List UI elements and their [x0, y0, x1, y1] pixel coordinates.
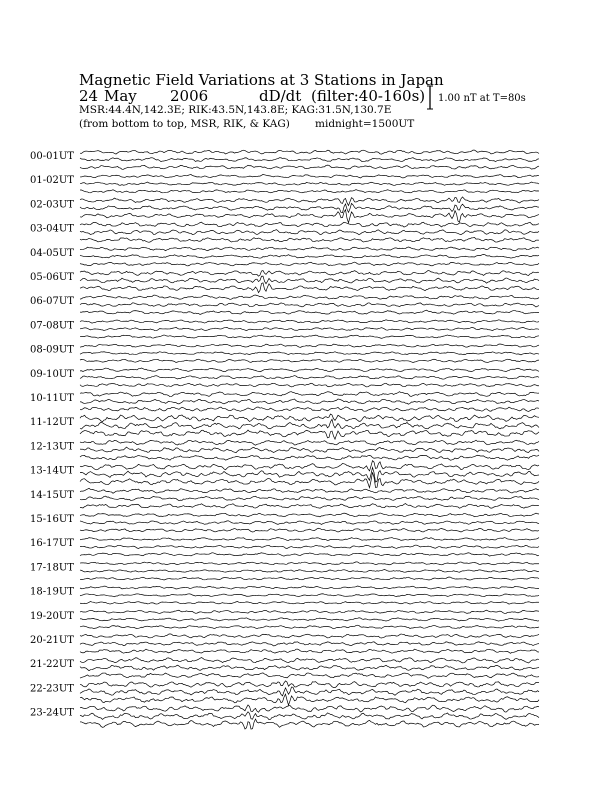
trace-12-13UT-MSR — [80, 455, 539, 460]
hour-label-22-23UT: 22-23UT — [30, 683, 74, 695]
trace-16-17UT-RIK — [80, 545, 539, 548]
hour-label-18-19UT: 18-19UT — [30, 586, 74, 598]
trace-03-04UT-MSR — [80, 237, 539, 242]
trace-02-03UT-KAG — [80, 197, 539, 206]
trace-14-15UT-KAG — [80, 488, 539, 493]
hour-label-12-13UT: 12-13UT — [30, 441, 74, 453]
hour-label-10-11UT: 10-11UT — [30, 393, 74, 404]
trace-04-05UT-KAG — [80, 247, 539, 251]
hour-label-21-22UT: 21-22UT — [30, 659, 74, 671]
trace-19-20UT-KAG — [80, 610, 539, 613]
trace-00-01UT-KAG — [80, 150, 539, 154]
order-note: (from bottom to top, MSR, RIK, & KAG) — [79, 118, 290, 130]
trace-09-10UT-MSR — [80, 383, 539, 387]
trace-13-14UT-KAG — [80, 461, 539, 471]
trace-15-16UT-KAG — [80, 513, 539, 517]
trace-00-01UT-RIK — [80, 158, 539, 162]
trace-18-19UT-RIK — [80, 594, 539, 597]
midnight-note: midnight=1500UT — [315, 118, 415, 130]
hour-label-09-10UT: 09-10UT — [30, 368, 74, 380]
trace-15-16UT-MSR — [80, 528, 539, 532]
trace-08-09UT-RIK — [80, 352, 539, 355]
trace-03-04UT-RIK — [80, 230, 539, 235]
scale-bar-label: 1.00 nT at T=80s — [438, 93, 526, 104]
trace-20-21UT-MSR — [80, 649, 539, 653]
trace-02-03UT-RIK — [80, 203, 539, 212]
trace-23-24UT-MSR — [80, 719, 539, 729]
date-month: May — [104, 87, 137, 105]
trace-01-02UT-MSR — [80, 190, 539, 193]
trace-23-24UT-RIK — [80, 712, 539, 720]
trace-12-13UT-KAG — [80, 440, 539, 445]
hour-label-06-07UT: 06-07UT — [30, 296, 74, 308]
hour-label-group — [30, 151, 74, 719]
trace-20-21UT-RIK — [80, 642, 539, 646]
hour-label-14-15UT: 14-15UT — [30, 489, 74, 501]
trace-19-20UT-RIK — [80, 618, 539, 621]
trace-04-05UT-RIK — [80, 254, 539, 258]
hour-label-07-08UT: 07-08UT — [30, 320, 74, 332]
trace-11-12UT-MSR — [80, 430, 539, 439]
trace-22-23UT-KAG — [80, 681, 539, 688]
hour-label-15-16UT: 15-16UT — [30, 514, 74, 525]
trace-18-19UT-MSR — [80, 602, 539, 605]
trace-07-08UT-RIK — [80, 327, 539, 330]
hour-label-08-09UT: 08-09UT — [30, 344, 74, 356]
trace-06-07UT-MSR — [80, 310, 539, 314]
trace-19-20UT-MSR — [80, 625, 539, 629]
trace-13-14UT-RIK — [80, 467, 539, 482]
hour-label-20-21UT: 20-21UT — [30, 635, 74, 646]
trace-10-11UT-RIK — [80, 399, 539, 404]
hour-label-05-06UT: 05-06UT — [30, 272, 74, 283]
date-year: 2006 — [170, 87, 209, 105]
trace-17-18UT-RIK — [80, 569, 539, 572]
trace-08-09UT-MSR — [80, 359, 539, 362]
hour-label-16-17UT: 16-17UT — [30, 538, 74, 550]
trace-10-11UT-KAG — [80, 392, 539, 397]
hour-label-17-18UT: 17-18UT — [30, 562, 74, 574]
trace-06-07UT-RIK — [80, 303, 539, 307]
trace-21-22UT-RIK — [80, 665, 539, 671]
trace-05-06UT-MSR — [80, 283, 539, 293]
trace-18-19UT-KAG — [80, 586, 539, 589]
chart-title: Magnetic Field Variations at 3 Stations in Japan — [79, 71, 444, 89]
hour-label-23-24UT: 23-24UT — [30, 707, 74, 719]
trace-05-06UT-RIK — [80, 276, 539, 284]
trace-14-15UT-RIK — [80, 496, 539, 501]
trace-group — [80, 150, 539, 729]
trace-09-10UT-RIK — [80, 376, 539, 380]
hour-label-03-04UT: 03-04UT — [30, 223, 74, 235]
trace-17-18UT-MSR — [80, 577, 539, 580]
hour-label-13-14UT: 13-14UT — [30, 465, 74, 477]
trace-13-14UT-MSR — [80, 472, 539, 487]
trace-20-21UT-KAG — [80, 634, 539, 638]
trace-21-22UT-KAG — [80, 658, 539, 663]
trace-12-13UT-RIK — [80, 447, 539, 453]
trace-14-15UT-MSR — [80, 504, 539, 509]
trace-09-10UT-KAG — [80, 368, 539, 372]
trace-23-24UT-KAG — [80, 705, 539, 712]
hour-label-00-01UT: 00-01UT — [30, 151, 74, 162]
trace-03-04UT-KAG — [80, 222, 539, 227]
trace-16-17UT-MSR — [80, 553, 539, 556]
stations-line: MSR:44.4N,142.3E; RIK:43.5N,143.8E; KAG:31.5N,130.7E — [79, 104, 392, 116]
hour-label-02-03UT: 02-03UT — [30, 199, 74, 211]
trace-21-22UT-MSR — [80, 673, 539, 678]
quantity-label: dD/dt — [259, 87, 302, 105]
hour-label-04-05UT: 04-05UT — [30, 247, 74, 259]
trace-15-16UT-RIK — [80, 521, 539, 525]
trace-22-23UT-MSR — [80, 694, 539, 705]
trace-05-06UT-KAG — [80, 270, 539, 276]
trace-01-02UT-RIK — [80, 182, 539, 185]
trace-04-05UT-MSR — [80, 262, 539, 266]
hour-label-01-02UT: 01-02UT — [30, 175, 74, 187]
trace-07-08UT-MSR — [80, 335, 539, 338]
trace-17-18UT-KAG — [80, 562, 539, 565]
trace-10-11UT-MSR — [80, 407, 539, 412]
trace-16-17UT-KAG — [80, 538, 539, 541]
trace-08-09UT-KAG — [80, 344, 539, 347]
trace-02-03UT-MSR — [80, 210, 539, 223]
trace-22-23UT-RIK — [80, 687, 539, 696]
trace-07-08UT-KAG — [80, 320, 539, 323]
filter-label: (filter:40-160s) — [311, 87, 426, 105]
trace-06-07UT-KAG — [80, 295, 539, 299]
trace-01-02UT-KAG — [80, 174, 539, 178]
trace-00-01UT-MSR — [80, 165, 539, 169]
hour-label-19-20UT: 19-20UT — [30, 610, 74, 622]
date-day: 24 — [79, 87, 99, 105]
hour-label-11-12UT: 11-12UT — [30, 417, 74, 429]
trace-11-12UT-KAG — [80, 414, 539, 422]
